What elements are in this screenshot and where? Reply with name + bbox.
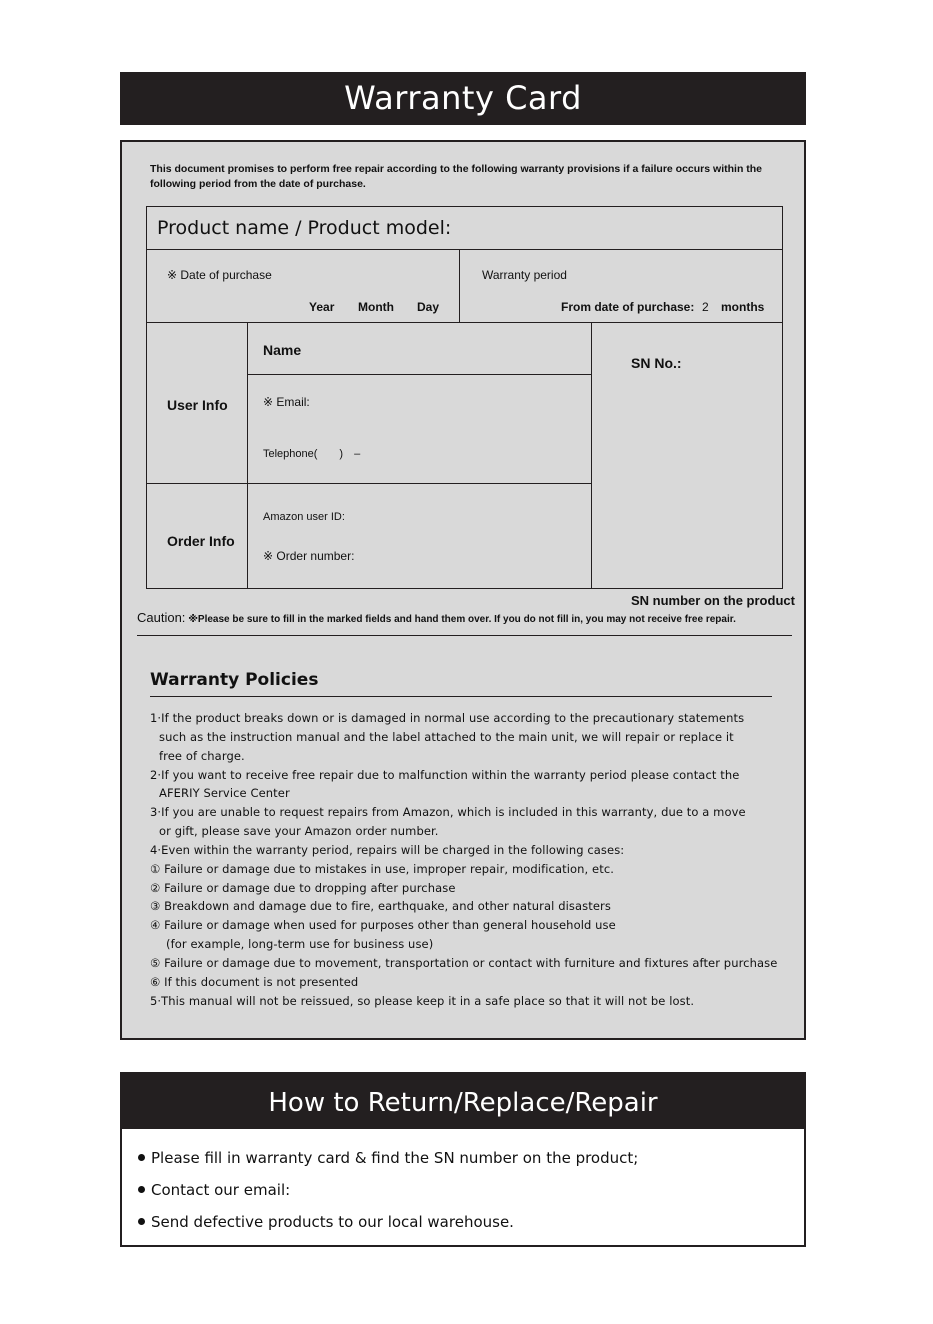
return-step: [138, 1174, 638, 1206]
return-step: [138, 1142, 638, 1174]
name-label: Name: [263, 342, 302, 358]
policy-line: ③ Breakdown and damage due to fire, earthquake, and other natural disasters: [150, 899, 611, 914]
year-label: Year: [309, 300, 335, 314]
intro-text: This document promises to perform free repair according to the following warranty provisions if a failure occurs within the following period from the date of purchase.: [150, 163, 763, 190]
policy-line: free of charge.: [159, 748, 245, 763]
form-divider: [247, 322, 248, 588]
policy-line: 3·If you are unable to request repairs from Amazon, which is included in this warranty, due to a move: [150, 805, 746, 820]
email-label: ※ Email:: [263, 395, 310, 409]
policy-line: (for example, long-term use for business use): [166, 937, 434, 952]
return-section-title: How to Return/Replace/Repair: [122, 1074, 804, 1129]
warranty-policies-title: Warranty Policies: [150, 670, 319, 690]
amazon-user-id-label: Amazon user ID:: [263, 511, 345, 523]
policies-divider: [150, 696, 772, 697]
return-steps-list: [138, 1142, 638, 1238]
form-divider: [147, 249, 782, 250]
user-info-label: User Info: [167, 397, 228, 413]
form-divider: [147, 322, 782, 323]
bullet-icon: [138, 1218, 145, 1225]
caution-label: Caution:: [137, 610, 186, 625]
warranty-form: [146, 206, 783, 589]
policy-list: [150, 709, 777, 1011]
warranty-card: [120, 140, 806, 1040]
bullet-icon: [138, 1154, 145, 1161]
return-step-text: Contact our email:: [151, 1181, 291, 1199]
sn-note: SN number on the product: [631, 593, 795, 608]
return-step-text: Please fill in warranty card & find the SN number on the product;: [151, 1149, 639, 1167]
product-name-label: Product name / Product model:: [157, 217, 452, 239]
policy-line: 1·If the product breaks down or is damaged in normal use according to the precautionary statements: [150, 711, 745, 725]
policy-line: ⑤ Failure or damage due to movement, transportation or contact with furniture and fixtures after purchase: [150, 955, 778, 970]
caution-text: ※Please be sure to fill in the marked fields and hand them over. If you do not fill in, you may not receive free repair.: [188, 614, 736, 625]
policy-line: 4·Even within the warranty period, repairs will be charged in the following cases:: [150, 842, 625, 857]
months-value: 2: [702, 300, 709, 314]
return-section: [120, 1072, 806, 1247]
months-label: months: [721, 300, 765, 314]
from-date-label: From date of purchase:: [561, 300, 695, 314]
telephone-label: Telephone( ) –: [263, 448, 361, 460]
month-label: Month: [358, 300, 394, 314]
policy-line: 5·This manual will not be reissued, so please keep it in a safe place so that it will not be lost.: [150, 993, 695, 1008]
caution-divider: [137, 635, 792, 636]
policy-line: 2·If you want to receive free repair due to malfunction within the warranty period please contact the: [150, 767, 740, 782]
form-divider: [459, 249, 460, 322]
policy-line: ④ Failure or damage when used for purposes other than general household use: [150, 918, 616, 933]
policy-line: ② Failure or damage due to dropping after purchase: [150, 880, 456, 895]
bullet-icon: [138, 1186, 145, 1193]
purchase-date-label: ※ Date of purchase: [167, 268, 272, 282]
return-step-text: Send defective products to our local warehouse.: [151, 1213, 514, 1231]
warranty-period-label: Warranty period: [482, 268, 567, 282]
policy-line: ⑥ If this document is not presented: [150, 974, 359, 989]
form-divider: [147, 483, 591, 484]
form-divider: [591, 322, 592, 588]
order-info-label: Order Info: [167, 533, 235, 549]
policy-line: AFERIY Service Center: [159, 786, 290, 801]
policy-line: such as the instruction manual and the label attached to the main unit, we will repair or replace it: [159, 729, 734, 744]
policy-line: ① Failure or damage due to mistakes in use, improper repair, modification, etc.: [150, 861, 614, 876]
order-number-label: ※ Order number:: [263, 549, 355, 563]
caution-note: [137, 610, 736, 625]
sn-number-label: SN No.:: [631, 355, 682, 371]
return-step: [138, 1206, 638, 1238]
form-divider: [247, 374, 591, 375]
policy-line: or gift, please save your Amazon order number.: [159, 824, 439, 839]
warranty-card-title: Warranty Card: [120, 72, 806, 125]
day-label: Day: [417, 300, 440, 314]
